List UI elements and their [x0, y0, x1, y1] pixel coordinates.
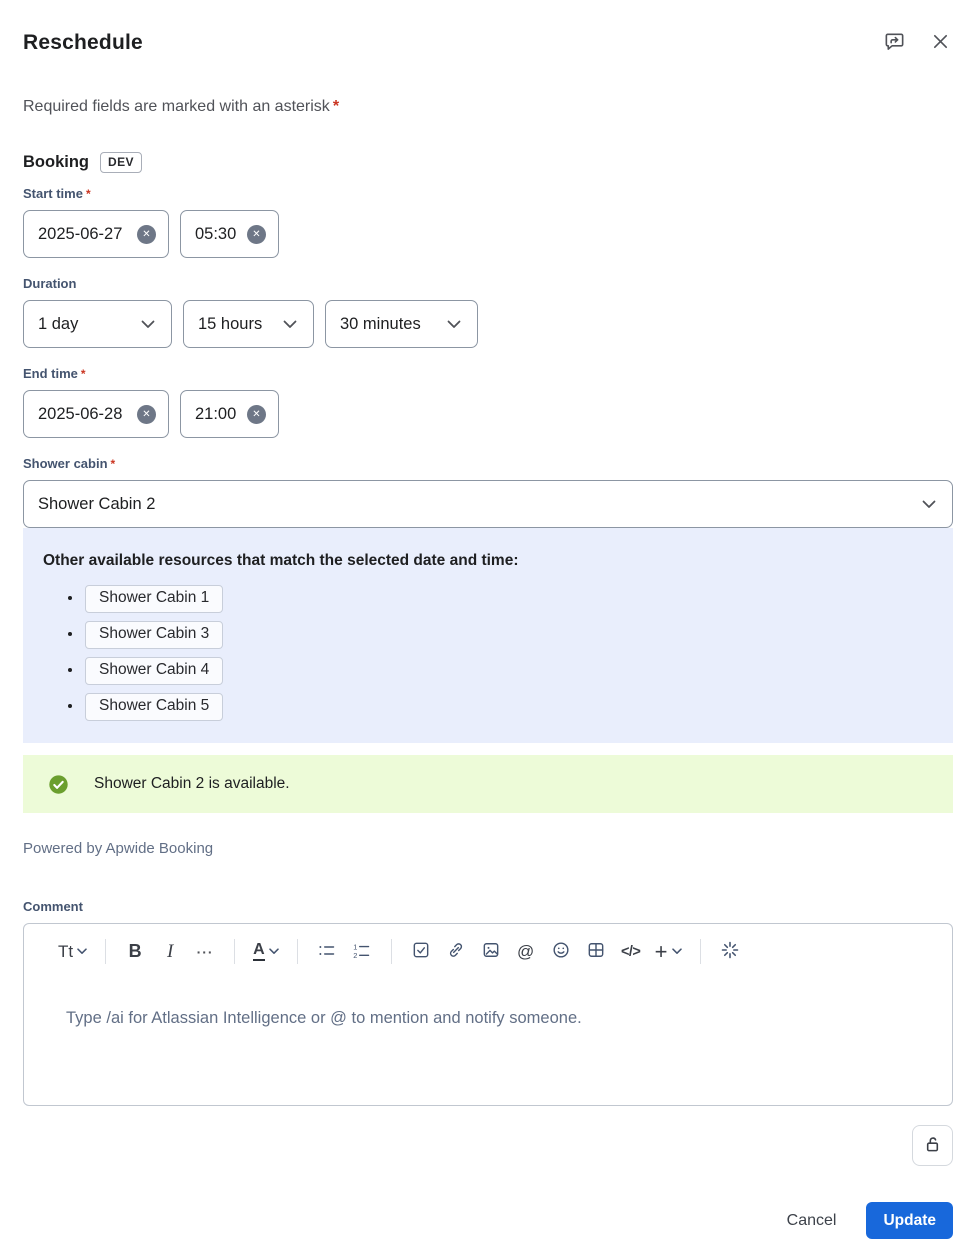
booking-section-header: [23, 152, 953, 173]
shower-cabin-label: [23, 456, 953, 471]
duration-hours-select[interactable]: [183, 300, 314, 348]
chevron-down-icon: [447, 320, 461, 329]
end-time-label: [23, 366, 953, 381]
required-asterisk: *: [332, 98, 340, 115]
clear-icon: ✕: [142, 228, 151, 240]
availability-message: [23, 755, 953, 813]
resource-chip-shower-cabin-3[interactable]: Shower Cabin 3: [85, 621, 223, 649]
end-date-value: 2025-06-28: [38, 404, 123, 423]
start-time-asterisk: *: [85, 187, 91, 201]
comment-placeholder[interactable]: Type /ai for Atlassian Intelligence or @ to mention and notify someone.: [66, 1009, 582, 1027]
required-fields-note: [23, 98, 953, 116]
clear-icon: ✕: [142, 408, 151, 420]
update-button[interactable]: Update: [866, 1202, 953, 1239]
shower-cabin-value: Shower Cabin 2: [38, 494, 156, 513]
end-time-label-text: End time: [23, 366, 78, 381]
atlassian-intelligence-button[interactable]: [718, 939, 742, 964]
chevron-down-icon: [672, 948, 682, 955]
ai-icon: [720, 940, 740, 963]
toolbar-divider: [297, 939, 298, 964]
chevron-down-icon: [283, 320, 297, 329]
toolbar-divider: [234, 939, 235, 964]
end-date-input[interactable]: [23, 390, 169, 438]
start-time-value: 05:30: [195, 224, 237, 243]
clear-start-date-button[interactable]: [137, 225, 156, 244]
clear-end-date-button[interactable]: [137, 405, 156, 424]
resource-chip-shower-cabin-4[interactable]: Shower Cabin 4: [85, 657, 223, 685]
code-button[interactable]: [619, 939, 643, 964]
numbered-list-button[interactable]: [350, 939, 374, 964]
available-resources-list: [43, 585, 933, 721]
duration-days-select[interactable]: [23, 300, 172, 348]
mention-icon: @: [517, 941, 535, 961]
shower-cabin-label-text: Shower cabin: [23, 456, 108, 471]
cancel-button[interactable]: Cancel: [786, 1211, 837, 1229]
text-color-button[interactable]: [252, 939, 280, 964]
start-time-input[interactable]: [180, 210, 279, 258]
modal-header: [23, 30, 953, 56]
chevron-down-icon: [269, 948, 279, 955]
comment-editor[interactable]: [23, 923, 953, 1106]
duration-days-value: 1 day: [38, 314, 79, 333]
duration-hours-value: 15 hours: [198, 314, 263, 333]
clear-start-time-button[interactable]: [247, 225, 266, 244]
modal-footer: [23, 1202, 953, 1239]
insert-image-button[interactable]: [479, 939, 503, 964]
list-item: [83, 621, 933, 649]
availability-text: Shower Cabin 2 is available.: [94, 775, 290, 792]
shower-cabin-select[interactable]: [23, 480, 953, 528]
feedback-button[interactable]: [881, 30, 907, 56]
dev-badge: DEV: [100, 152, 142, 173]
start-time-row: [23, 210, 953, 258]
duration-label: Duration: [23, 276, 77, 291]
start-date-input[interactable]: [23, 210, 169, 258]
text-style-label: Tt: [58, 941, 74, 961]
plus-icon: +: [654, 938, 668, 964]
code-icon: </>: [620, 943, 641, 960]
insert-more-button[interactable]: [654, 939, 683, 964]
duration-minutes-value: 30 minutes: [340, 314, 421, 333]
link-button[interactable]: [444, 939, 468, 964]
close-button[interactable]: [927, 30, 953, 56]
duration-minutes-select[interactable]: [325, 300, 478, 348]
editor-toolbar: [24, 924, 952, 964]
list-item: [83, 657, 933, 685]
close-icon: [930, 31, 951, 55]
numbered-list-icon: [351, 940, 372, 964]
resource-chip-shower-cabin-5[interactable]: Shower Cabin 5: [85, 693, 223, 721]
start-time-label-text: Start time: [23, 186, 83, 201]
chevron-down-icon: [77, 948, 87, 955]
end-time-asterisk: *: [80, 367, 86, 381]
clear-icon: ✕: [252, 408, 261, 420]
svg-text:2: 2: [353, 950, 358, 960]
image-icon: [481, 940, 501, 963]
bold-button[interactable]: [123, 939, 147, 964]
success-check-icon: [48, 774, 69, 795]
comment-visibility-button[interactable]: [912, 1125, 953, 1166]
unlock-icon: [922, 1134, 943, 1158]
powered-by-text: Powered by Apwide Booking: [23, 840, 214, 857]
svg-text:1: 1: [353, 941, 358, 951]
chevron-down-icon: [922, 500, 936, 509]
start-time-label: [23, 186, 953, 201]
clear-icon: ✕: [252, 228, 261, 240]
resource-chip-shower-cabin-1[interactable]: Shower Cabin 1: [85, 585, 223, 613]
duration-row: [23, 300, 953, 348]
list-item: [83, 585, 933, 613]
shower-cabin-row: [23, 480, 953, 528]
task-checkbox-icon: [411, 940, 431, 963]
chevron-down-icon: [141, 320, 155, 329]
text-style-button[interactable]: [57, 939, 88, 964]
mention-button[interactable]: [514, 939, 538, 964]
toolbar-divider: [700, 939, 701, 964]
feedback-icon: [883, 30, 906, 56]
page-title: Reschedule: [23, 31, 143, 54]
emoji-icon: [551, 940, 571, 963]
end-time-value: 21:00: [195, 404, 237, 423]
bullet-list-button[interactable]: [315, 939, 339, 964]
shower-cabin-asterisk: *: [110, 457, 116, 471]
lock-row: [23, 1125, 953, 1166]
text-color-label: A: [253, 942, 265, 961]
comment-label: Comment: [23, 899, 83, 914]
list-item: [83, 693, 933, 721]
more-formatting-button[interactable]: [193, 939, 217, 964]
toolbar-divider: [105, 939, 106, 964]
link-icon: [446, 940, 466, 963]
end-time-row: [23, 390, 953, 438]
required-fields-text: Required fields are marked with an asterisk: [23, 98, 330, 115]
table-button[interactable]: [584, 939, 608, 964]
bold-label: B: [128, 941, 142, 961]
clear-end-time-button[interactable]: [247, 405, 266, 424]
task-list-button[interactable]: [409, 939, 433, 964]
emoji-button[interactable]: [549, 939, 573, 964]
more-formatting-icon: ···: [196, 943, 214, 960]
table-icon: [586, 940, 606, 963]
end-time-input[interactable]: [180, 390, 279, 438]
bullet-list-icon: [316, 940, 337, 964]
italic-button[interactable]: [158, 939, 182, 964]
header-actions: [881, 30, 953, 56]
available-resources-panel: [23, 528, 953, 743]
start-date-value: 2025-06-27: [38, 224, 123, 243]
available-resources-title: Other available resources that match the selected date and time:: [43, 552, 519, 569]
toolbar-divider: [391, 939, 392, 964]
italic-label: I: [166, 940, 174, 962]
booking-heading: Booking: [23, 153, 89, 171]
